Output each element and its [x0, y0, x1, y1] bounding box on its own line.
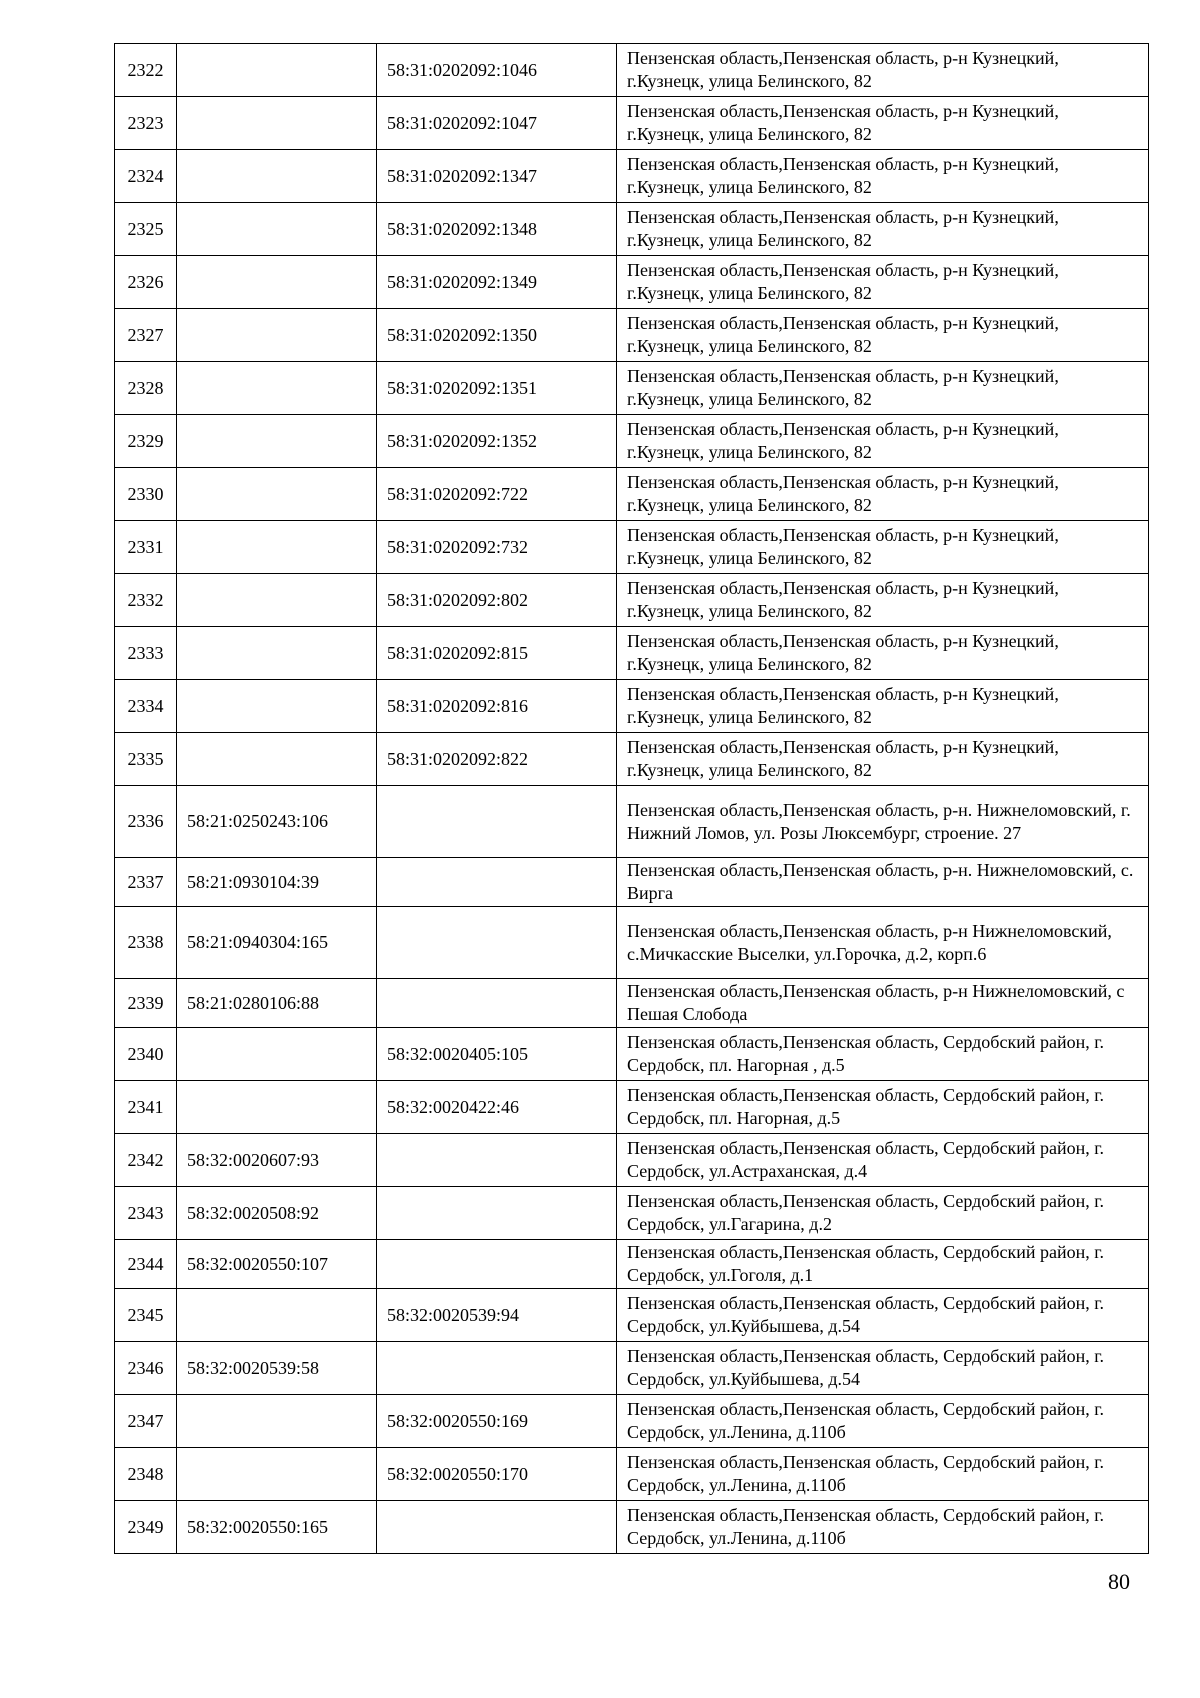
table-row	[115, 150, 1149, 203]
table-row	[115, 979, 1149, 1028]
table-row	[115, 786, 1149, 858]
table-row	[115, 1501, 1149, 1554]
cadastral-number-2	[377, 1240, 617, 1289]
cadastral-number-1	[177, 1289, 377, 1342]
address-cell: Пензенская область,Пензенская область, р-н Кузнецкий, г.Кузнецк, улица Белинского, 82	[617, 521, 1149, 574]
cadastral-number-1	[177, 44, 377, 97]
cadastral-number-2: 58:32:0020550:170	[377, 1448, 617, 1501]
row-number: 2349	[115, 1501, 177, 1554]
table-row	[115, 362, 1149, 415]
row-number: 2331	[115, 521, 177, 574]
table-row	[115, 1187, 1149, 1240]
address-cell: Пензенская область,Пензенская область, р-н Кузнецкий, г.Кузнецк, улица Белинского, 82	[617, 362, 1149, 415]
table-row	[115, 907, 1149, 979]
row-number: 2325	[115, 203, 177, 256]
address-cell: Пензенская область,Пензенская область, Сердобский район, г. Сердобск, ул.Ленина, д.110б	[617, 1395, 1149, 1448]
row-number: 2345	[115, 1289, 177, 1342]
cadastral-number-2: 58:31:0202092:732	[377, 521, 617, 574]
address-cell: Пензенская область,Пензенская область, р-н. Нижнеломовский, г. Нижний Ломов, ул. Розы Люксембург, строение. 27	[617, 786, 1149, 858]
cadastral-number-2: 58:31:0202092:1047	[377, 97, 617, 150]
row-number: 2324	[115, 150, 177, 203]
cadastral-number-2: 58:31:0202092:1046	[377, 44, 617, 97]
cadastral-number-2: 58:31:0202092:816	[377, 680, 617, 733]
cadastral-number-1: 58:32:0020508:92	[177, 1187, 377, 1240]
cadastral-number-2: 58:31:0202092:1347	[377, 150, 617, 203]
table-row	[115, 468, 1149, 521]
cadastral-number-2: 58:31:0202092:1352	[377, 415, 617, 468]
address-cell: Пензенская область,Пензенская область, р-н Кузнецкий, г.Кузнецк, улица Белинского, 82	[617, 256, 1149, 309]
cadastral-number-1	[177, 362, 377, 415]
cadastral-number-1: 58:32:0020539:58	[177, 1342, 377, 1395]
cadastral-number-2: 58:32:0020539:94	[377, 1289, 617, 1342]
table-row	[115, 627, 1149, 680]
cadastral-number-2: 58:31:0202092:1351	[377, 362, 617, 415]
row-number: 2342	[115, 1134, 177, 1187]
cadastral-number-1	[177, 733, 377, 786]
row-number: 2336	[115, 786, 177, 858]
cadastral-number-2: 58:31:0202092:802	[377, 574, 617, 627]
cadastral-number-1	[177, 1028, 377, 1081]
cadastral-number-1	[177, 150, 377, 203]
address-cell: Пензенская область,Пензенская область, Сердобский район, г. Сердобск, ул.Гоголя, д.1	[617, 1240, 1149, 1289]
row-number: 2340	[115, 1028, 177, 1081]
row-number: 2322	[115, 44, 177, 97]
cadastral-number-2: 58:31:0202092:1348	[377, 203, 617, 256]
address-cell: Пензенская область,Пензенская область, р-н Кузнецкий, г.Кузнецк, улица Белинского, 82	[617, 150, 1149, 203]
row-number: 2339	[115, 979, 177, 1028]
row-number: 2327	[115, 309, 177, 362]
table-row	[115, 1342, 1149, 1395]
cadastral-number-1: 58:32:0020550:107	[177, 1240, 377, 1289]
row-number: 2332	[115, 574, 177, 627]
address-cell: Пензенская область,Пензенская область, р-н Кузнецкий, г.Кузнецк, улица Белинского, 82	[617, 627, 1149, 680]
address-cell: Пензенская область,Пензенская область, Сердобский район, г. Сердобск, ул.Куйбышева, д.54	[617, 1342, 1149, 1395]
table-row	[115, 858, 1149, 907]
table-row	[115, 574, 1149, 627]
address-cell: Пензенская область,Пензенская область, р-н Кузнецкий, г.Кузнецк, улица Белинского, 82	[617, 203, 1149, 256]
cadastral-number-2: 58:31:0202092:1349	[377, 256, 617, 309]
table-row	[115, 44, 1149, 97]
table-row	[115, 733, 1149, 786]
cadastral-number-2: 58:32:0020422:46	[377, 1081, 617, 1134]
address-cell: Пензенская область,Пензенская область, р-н Кузнецкий, г.Кузнецк, улица Белинского, 82	[617, 468, 1149, 521]
table-row	[115, 1081, 1149, 1134]
address-cell: Пензенская область,Пензенская область, р-н Кузнецкий, г.Кузнецк, улица Белинского, 82	[617, 733, 1149, 786]
row-number: 2343	[115, 1187, 177, 1240]
cadastral-number-1: 58:21:0250243:106	[177, 786, 377, 858]
address-cell: Пензенская область,Пензенская область, р-н Кузнецкий, г.Кузнецк, улица Белинского, 82	[617, 680, 1149, 733]
row-number: 2337	[115, 858, 177, 907]
address-cell: Пензенская область,Пензенская область, р-н Кузнецкий, г.Кузнецк, улица Белинского, 82	[617, 97, 1149, 150]
cadastral-number-2	[377, 907, 617, 979]
cadastral-number-2	[377, 1342, 617, 1395]
address-cell: Пензенская область,Пензенская область, Сердобский район, г. Сердобск, ул.Гагарина, д.2	[617, 1187, 1149, 1240]
cadastral-number-1	[177, 97, 377, 150]
cadastral-number-1: 58:32:0020607:93	[177, 1134, 377, 1187]
cadastral-number-2	[377, 858, 617, 907]
row-number: 2334	[115, 680, 177, 733]
table-row	[115, 1240, 1149, 1289]
cadastral-number-1	[177, 1395, 377, 1448]
cadastral-number-2: 58:31:0202092:1350	[377, 309, 617, 362]
table-row	[115, 203, 1149, 256]
row-number: 2326	[115, 256, 177, 309]
property-table	[114, 43, 1149, 1554]
address-cell: Пензенская область,Пензенская область, Сердобский район, г. Сердобск, пл. Нагорная , д.5	[617, 1028, 1149, 1081]
cadastral-number-1	[177, 574, 377, 627]
address-cell: Пензенская область,Пензенская область, Сердобский район, г. Сердобск, ул.Астраханская, д.4	[617, 1134, 1149, 1187]
table-row	[115, 1289, 1149, 1342]
cadastral-number-1	[177, 256, 377, 309]
table-row	[115, 415, 1149, 468]
address-cell: Пензенская область,Пензенская область, Сердобский район, г. Сердобск, пл. Нагорная, д.5	[617, 1081, 1149, 1134]
cadastral-number-1	[177, 415, 377, 468]
property-table-body	[115, 44, 1149, 1554]
cadastral-number-1	[177, 203, 377, 256]
table-row	[115, 309, 1149, 362]
cadastral-number-1	[177, 627, 377, 680]
cadastral-number-1: 58:21:0280106:88	[177, 979, 377, 1028]
cadastral-number-1	[177, 521, 377, 574]
address-cell: Пензенская область,Пензенская область, р-н. Нижнеломовский, с. Вирга	[617, 858, 1149, 907]
cadastral-number-2: 58:32:0020405:105	[377, 1028, 617, 1081]
address-cell: Пензенская область,Пензенская область, р-н Кузнецкий, г.Кузнецк, улица Белинского, 82	[617, 574, 1149, 627]
cadastral-number-2	[377, 979, 617, 1028]
row-number: 2323	[115, 97, 177, 150]
row-number: 2333	[115, 627, 177, 680]
row-number: 2329	[115, 415, 177, 468]
cadastral-number-2: 58:31:0202092:815	[377, 627, 617, 680]
address-cell: Пензенская область,Пензенская область, Сердобский район, г. Сердобск, ул.Ленина, д.110б	[617, 1448, 1149, 1501]
address-cell: Пензенская область,Пензенская область, р-н Нижнеломовский, с.Мичкасские Выселки, ул.Горочка, д.2, корп.6	[617, 907, 1149, 979]
table-row	[115, 1395, 1149, 1448]
cadastral-number-2	[377, 1187, 617, 1240]
address-cell: Пензенская область,Пензенская область, Сердобский район, г. Сердобск, ул.Куйбышева, д.54	[617, 1289, 1149, 1342]
row-number: 2335	[115, 733, 177, 786]
cadastral-number-1	[177, 1448, 377, 1501]
cadastral-number-2: 58:31:0202092:822	[377, 733, 617, 786]
cadastral-number-1: 58:32:0020550:165	[177, 1501, 377, 1554]
table-row	[115, 1448, 1149, 1501]
table-row	[115, 1028, 1149, 1081]
page-number: 80	[1108, 1569, 1130, 1594]
cadastral-number-1	[177, 309, 377, 362]
cadastral-number-1	[177, 468, 377, 521]
address-cell: Пензенская область,Пензенская область, р-н Нижнеломовский, с Пешая Слобода	[617, 979, 1149, 1028]
row-number: 2347	[115, 1395, 177, 1448]
cadastral-number-1	[177, 680, 377, 733]
address-cell: Пензенская область,Пензенская область, р-н Кузнецкий, г.Кузнецк, улица Белинского, 82	[617, 44, 1149, 97]
row-number: 2341	[115, 1081, 177, 1134]
row-number: 2346	[115, 1342, 177, 1395]
table-row	[115, 97, 1149, 150]
row-number: 2348	[115, 1448, 177, 1501]
table-row	[115, 521, 1149, 574]
address-cell: Пензенская область,Пензенская область, р-н Кузнецкий, г.Кузнецк, улица Белинского, 82	[617, 309, 1149, 362]
row-number: 2344	[115, 1240, 177, 1289]
address-cell: Пензенская область,Пензенская область, р-н Кузнецкий, г.Кузнецк, улица Белинского, 82	[617, 415, 1149, 468]
cadastral-number-2: 58:32:0020550:169	[377, 1395, 617, 1448]
row-number: 2338	[115, 907, 177, 979]
address-cell: Пензенская область,Пензенская область, Сердобский район, г. Сердобск, ул.Ленина, д.110б	[617, 1501, 1149, 1554]
cadastral-number-2: 58:31:0202092:722	[377, 468, 617, 521]
row-number: 2328	[115, 362, 177, 415]
cadastral-number-2	[377, 786, 617, 858]
table-row	[115, 680, 1149, 733]
row-number: 2330	[115, 468, 177, 521]
table-row	[115, 256, 1149, 309]
cadastral-number-1: 58:21:0940304:165	[177, 907, 377, 979]
cadastral-number-2	[377, 1134, 617, 1187]
cadastral-number-1: 58:21:0930104:39	[177, 858, 377, 907]
cadastral-number-2	[377, 1501, 617, 1554]
cadastral-number-1	[177, 1081, 377, 1134]
table-row	[115, 1134, 1149, 1187]
